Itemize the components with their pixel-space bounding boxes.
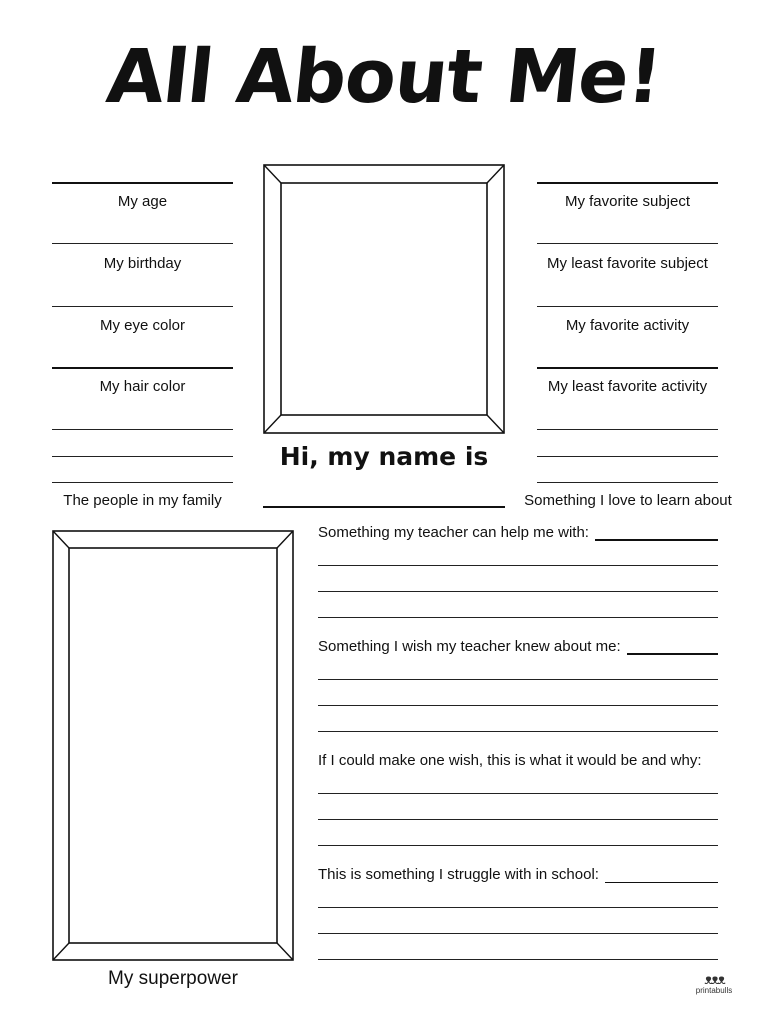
right-field-favorite-subject: My favorite subject bbox=[564, 193, 691, 210]
right-field-least-favorite-subject: My least favorite subject bbox=[547, 255, 708, 272]
answer-line[interactable] bbox=[318, 731, 718, 732]
left-field-birthday: My birthday bbox=[103, 255, 182, 272]
bull-heads-icon: ᴥᴥᴥ bbox=[704, 971, 724, 987]
name-prompt: Hi, my name is bbox=[279, 442, 489, 471]
answer-line[interactable] bbox=[537, 482, 718, 483]
answer-line[interactable] bbox=[52, 456, 233, 457]
prompt-one-wish bbox=[318, 752, 718, 769]
answer-line[interactable] bbox=[605, 881, 718, 883]
superpower-label: My superpower bbox=[108, 968, 238, 989]
prompt-text: Something my teacher can help me with: bbox=[318, 524, 589, 541]
prompt-teacher-help bbox=[318, 524, 718, 541]
family-label: The people in my family bbox=[63, 492, 222, 509]
answer-line[interactable] bbox=[318, 617, 718, 618]
prompt-text: Something I wish my teacher knew about me: bbox=[318, 638, 621, 655]
answer-line[interactable] bbox=[537, 429, 718, 430]
answer-line[interactable] bbox=[537, 306, 718, 307]
answer-line[interactable] bbox=[52, 367, 233, 369]
answer-line[interactable] bbox=[318, 565, 718, 566]
name-line[interactable] bbox=[263, 506, 505, 508]
prompt-teacher-knew bbox=[318, 638, 718, 655]
superpower-frame[interactable] bbox=[52, 530, 294, 961]
answer-line[interactable] bbox=[318, 845, 718, 846]
answer-line[interactable] bbox=[318, 793, 718, 794]
learn-label: Something I love to learn about bbox=[524, 492, 732, 509]
left-divider bbox=[52, 182, 233, 184]
answer-line[interactable] bbox=[318, 591, 718, 592]
logo-text: printabulls bbox=[695, 986, 733, 995]
answer-line[interactable] bbox=[318, 819, 718, 820]
answer-line[interactable] bbox=[52, 482, 233, 483]
left-field-hair-color: My hair color bbox=[99, 378, 186, 395]
answer-line[interactable] bbox=[595, 538, 718, 541]
answer-line[interactable] bbox=[627, 652, 718, 655]
prompt-text: If I could make one wish, this is what it would be and why: bbox=[318, 752, 702, 769]
answer-line[interactable] bbox=[318, 705, 718, 706]
answer-line[interactable] bbox=[52, 306, 233, 307]
prompt-struggle bbox=[318, 866, 718, 883]
left-field-eye-color: My eye color bbox=[99, 317, 186, 334]
answer-line[interactable] bbox=[537, 243, 718, 244]
page-title: All About Me! bbox=[102, 34, 666, 120]
photo-frame[interactable] bbox=[263, 164, 505, 434]
printabulls-logo bbox=[686, 972, 742, 995]
answer-line[interactable] bbox=[52, 429, 233, 430]
prompt-text: This is something I struggle with in school: bbox=[318, 866, 599, 883]
answer-line[interactable] bbox=[318, 959, 718, 960]
answer-line[interactable] bbox=[318, 933, 718, 934]
answer-line[interactable] bbox=[537, 367, 718, 369]
answer-line[interactable] bbox=[318, 907, 718, 908]
right-field-favorite-activity: My favorite activity bbox=[565, 317, 690, 334]
answer-line[interactable] bbox=[318, 679, 718, 680]
left-field-age: My age bbox=[117, 193, 168, 210]
right-field-least-favorite-activity: My least favorite activity bbox=[547, 378, 708, 395]
right-divider bbox=[537, 182, 718, 184]
answer-line[interactable] bbox=[537, 456, 718, 457]
answer-line[interactable] bbox=[52, 243, 233, 244]
